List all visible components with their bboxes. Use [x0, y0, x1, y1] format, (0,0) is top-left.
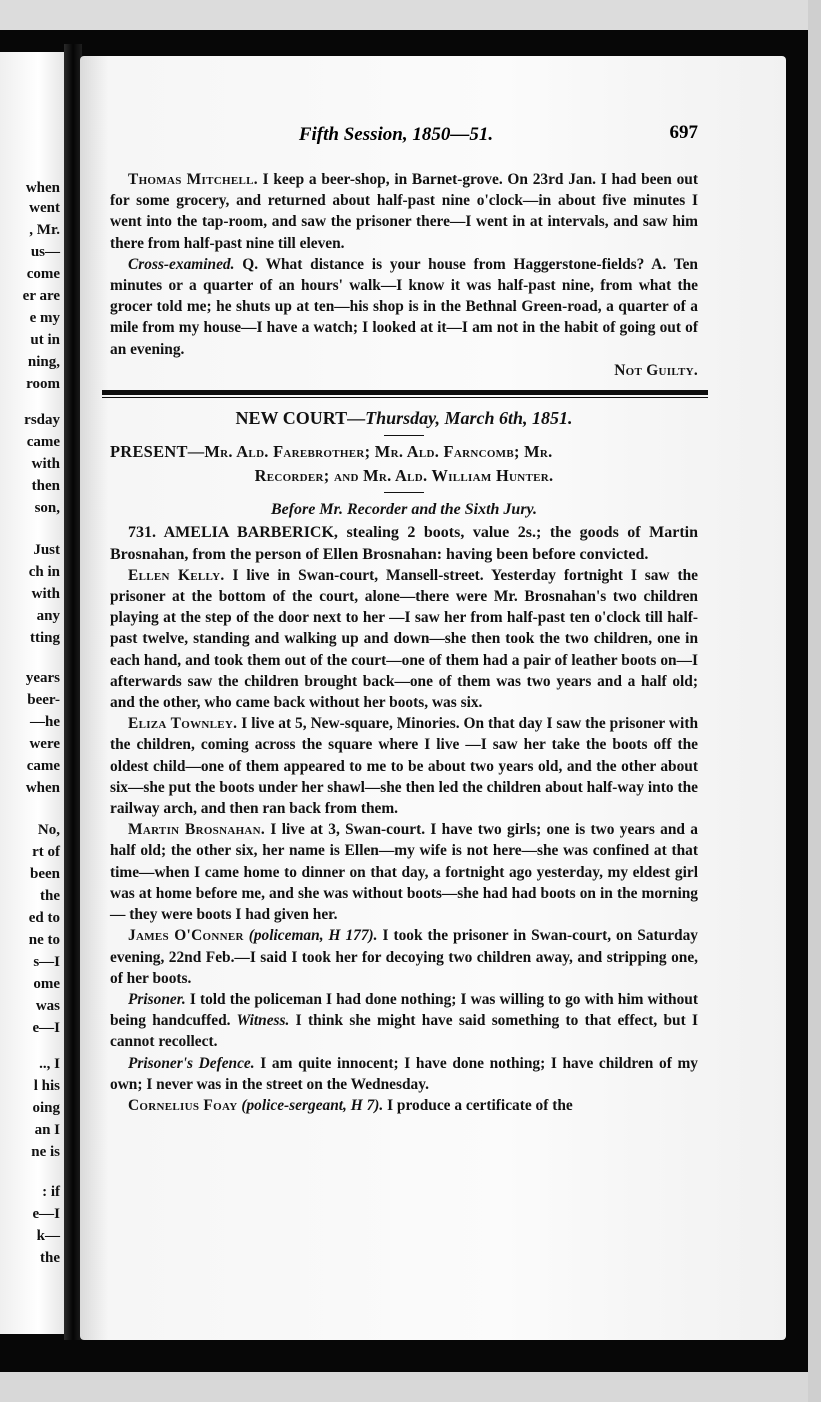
testimony-text: I live at 5, New-square, Minories. On that day I saw the prisoner with the children, coming across the square where I live —I saw her take the boots off the oldest child—one of them appeared to me to be about two years old, and the other about six—she put the boots under her shawl—she then led the children about half-way into the railway arch, and then ran back from them.: [110, 715, 699, 818]
running-title: Fifth Session, 1850—51.: [298, 124, 494, 145]
defence-text: I am quite innocent; I have done nothing; I have children of my own; I never was in the street on the Wednesday.: [110, 1054, 698, 1093]
left-page-fragment: oing: [32, 1100, 60, 1116]
left-page-fragment: k—: [36, 1228, 60, 1244]
left-page-fragment: e my: [29, 310, 60, 326]
section-rule-thick: [102, 390, 708, 395]
left-page-fragment: tting: [30, 630, 60, 646]
short-rule-2: [384, 492, 424, 493]
left-page-fragment: No,: [37, 822, 60, 838]
testimony-townley: [110, 713, 698, 819]
left-page-fragment: when: [25, 180, 60, 196]
witness-name: Eliza Townley.: [128, 715, 238, 733]
left-page-fragment: , Mr.: [29, 222, 60, 238]
witness-role: (policeman, H 177).: [248, 927, 378, 945]
present-line-1: PRESENT—Mr. Ald. Farebrother; Mr. Ald. Farncomb; Mr.: [110, 442, 553, 462]
left-page-fragment: come: [26, 266, 60, 282]
section-rule-thin: [102, 397, 708, 398]
left-page-fragment: Just: [33, 542, 60, 558]
left-page-fragment: ning,: [27, 354, 60, 370]
left-page-fragment: with: [31, 456, 60, 472]
left-page-fragment: were: [29, 736, 60, 752]
left-page-fragment: was: [35, 998, 60, 1014]
court-heading: [110, 408, 698, 429]
left-page-fragment: s—I: [33, 954, 60, 970]
previous-page-sliver: [0, 52, 64, 1334]
left-page-fragment: .., I: [39, 1056, 60, 1072]
left-page-fragment: : if: [42, 1184, 60, 1200]
prisoner-label: Prisoner.: [128, 990, 186, 1008]
testimony-mitchell: [110, 169, 698, 254]
witness-name: Cornelius Foay: [128, 1096, 238, 1114]
testimony-text: I keep a beer-shop, in Barnet-grove. On 23rd Jan. I had been out for some grocery, and returned about half-past nine o'clock—in about five minutes I went into the tap-room, and saw the prisoner there—I went in at intervals, and saw him there from half-past nine till eleven.: [110, 171, 698, 252]
testimony-text: I produce a certificate of the: [383, 1096, 573, 1114]
prisoner-text: I told the policeman I had done nothing; I was willing to go with him without being handcuffed.: [110, 990, 698, 1030]
witness-name: Ellen Kelly.: [128, 566, 225, 584]
left-page-fragment: ne is: [31, 1144, 60, 1160]
cross-text: Q. What distance is your house from Haggerstone-fields? A. Ten minutes or a quarter of an hours' walk—I know it was half-past nine, from what the grocer told me; he shuts up at ten—his shop is in the Bethnal Green-road, a quarter of a mile from my house—I have a watch; I looked at it—I am not in the habit of going out of an evening.: [110, 255, 698, 358]
left-page-fragment: years: [25, 670, 60, 686]
charge-text: stealing 2 boots, value 2s.; the goods of Martin Brosnahan, from the person of Ellen Brosnahan: having been before convicted.: [110, 524, 698, 563]
testimony-text: I live in Swan-court, Mansell-street. Yesterday fortnight I saw the prisoner at the bottom of the court, alone—there were Mr. Brosnahan's two children playing at the step of the door next to her —I saw her from half-past ten o'clock till half-past twelve, standing and walking up and down—she then took the two children, one in each hand, and took them out of the court—one of them had a pair of leather boots on—I afterwards saw the children brought back—one of them was two years and a half old; and the other, who came back without her boots, was six.: [110, 566, 698, 712]
cross-examination: [110, 254, 698, 360]
witness-name: James O'Conner: [128, 927, 244, 945]
left-page-fragment: ed to: [28, 910, 60, 926]
testimony-brosnahan: [110, 819, 698, 925]
left-page-fragment: with: [31, 586, 60, 602]
testimony-text: I live at 3, Swan-court. I have two girls; one is two years and a half old; the other six, her name is Ellen—my wife is not here—she was confined at that time—when I came home to dinner on that day, a fortnight ago yesterday, my eldest girl was at home before me, and she was without boots—she had had boots on in the morning— they were boots I had given her.: [110, 821, 698, 924]
left-page-fragment: ome: [33, 976, 60, 992]
left-page-fragment: ch in: [28, 564, 60, 580]
jury-line: Before Mr. Recorder and the Sixth Jury.: [270, 501, 538, 519]
witness-label: Witness.: [230, 1012, 290, 1030]
left-page-fragment: when: [25, 780, 60, 796]
left-page-fragment: room: [26, 376, 60, 392]
running-header: [110, 122, 698, 148]
left-page-fragment: the: [40, 1250, 60, 1266]
short-rule: [384, 435, 424, 436]
left-page-fragment: ne to: [28, 932, 60, 948]
film-border-top: [0, 0, 821, 30]
left-page-fragment: the: [40, 888, 60, 904]
witness-name: Thomas Mitchell.: [128, 171, 258, 188]
defendant-name: AMELIA BARBERICK,: [163, 524, 338, 542]
witness-name: Martin Brosnahan.: [128, 821, 266, 839]
left-page-fragment: —he: [30, 714, 60, 730]
case-entry: [110, 522, 698, 564]
verdict-text: Not Guilty.: [614, 361, 698, 379]
present-judges: [110, 440, 698, 488]
film-border-bottom: [0, 1372, 821, 1402]
left-page-fragment: went: [29, 200, 60, 216]
prisoner-defence: [110, 1053, 698, 1095]
left-page-fragment: rsday: [24, 412, 60, 428]
left-page-fragment: came: [26, 758, 60, 774]
page-number: 697: [669, 122, 698, 143]
testimony-foay: [110, 1095, 698, 1116]
page-body: [110, 169, 698, 1116]
court-name: NEW COURT—: [235, 408, 366, 429]
testimony-kelly: [110, 565, 698, 713]
left-page-fragment: an I: [34, 1122, 60, 1138]
left-page-fragment: er are: [22, 288, 60, 304]
left-page-fragment: beer-: [27, 692, 60, 708]
court-date: Thursday, March 6th, 1851.: [365, 408, 573, 429]
testimony-text: I took the prisoner in Swan-court, on Saturday evening, 22nd Feb.—I said I took her for decoying two children away, and stripping one, of her boots.: [110, 927, 698, 987]
book-page: [80, 56, 786, 1340]
left-page-fragment: any: [36, 608, 60, 624]
defence-label: Prisoner's Defence.: [128, 1054, 255, 1072]
left-page-fragment: ut in: [30, 332, 60, 348]
left-page-fragment: been: [30, 866, 60, 882]
left-page-fragment: came: [26, 434, 60, 450]
testimony-oconner: [110, 925, 698, 989]
left-page-fragment: then: [31, 478, 60, 494]
verdict: [110, 360, 698, 381]
witness-text: I think she might have said something to that effect, but I cannot recollect.: [110, 1012, 699, 1051]
left-page-fragment: son,: [34, 500, 60, 516]
witness-role: (police-sergeant, H 7).: [241, 1096, 384, 1114]
left-page-fragment: e—I: [32, 1020, 60, 1036]
left-page-fragment: us—: [30, 244, 60, 260]
case-number: 731.: [128, 524, 156, 542]
left-page-fragment: l his: [33, 1078, 60, 1094]
prisoner-statement: [110, 989, 698, 1053]
left-page-fragment: rt of: [32, 844, 60, 860]
cross-label: Cross-examined.: [128, 255, 235, 273]
film-border-right: [808, 0, 821, 1402]
left-page-fragment: e—I: [32, 1206, 60, 1222]
present-line-2: Recorder; and Mr. Ald. William Hunter.: [254, 466, 554, 486]
